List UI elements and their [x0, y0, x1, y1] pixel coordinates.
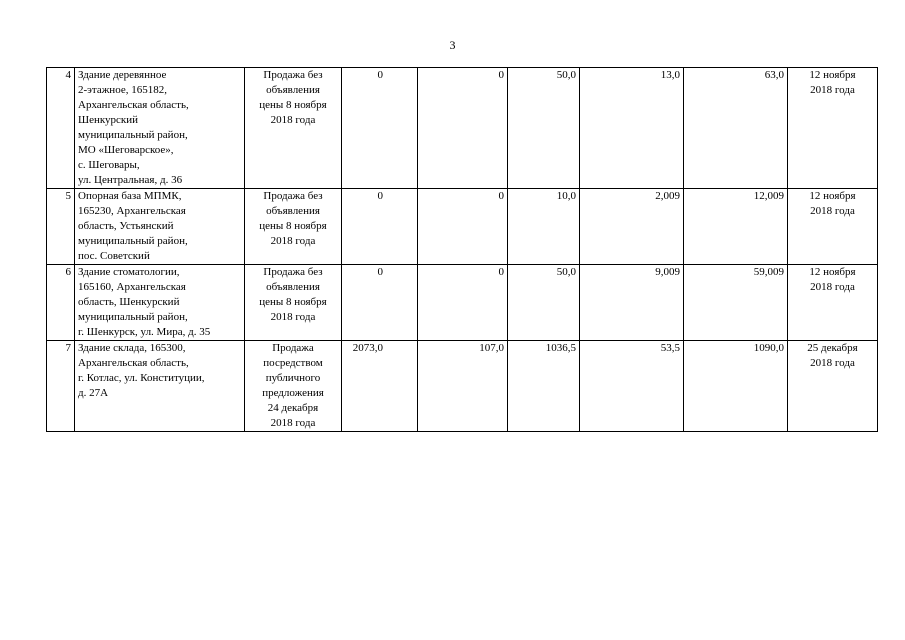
property-description: Опорная база МПМК, 165230, Архангельская область, Устьянский муниципальный район, пос. Советский: [75, 189, 245, 265]
property-description: Здание деревянное 2-этажное, 165182, Архангельская область, Шенкурский муниципальный район, МО «Шеговарское», с. Шеговары, ул. Центральная, д. 36: [75, 68, 245, 189]
table-row: [47, 265, 878, 341]
value-cell: 53,5: [580, 341, 684, 432]
value-cell: 107,0: [418, 341, 508, 432]
property-description: Здание стоматологии, 165160, Архангельская область, Шенкурский муниципальный район, г. Шенкурск, ул. Мира, д. 35: [75, 265, 245, 341]
table-row: [47, 68, 878, 189]
row-number: 5: [47, 189, 75, 265]
sale-method: Продажа без объявления цены 8 ноября 2018 года: [245, 265, 342, 341]
sale-date: 12 ноября 2018 года: [788, 68, 878, 189]
value-cell: 0: [342, 68, 418, 189]
value-cell: 2,009: [580, 189, 684, 265]
value-cell: 0: [418, 189, 508, 265]
value-cell: 1036,5: [508, 341, 580, 432]
page-number: 3: [449, 38, 456, 52]
value-cell: 0: [342, 265, 418, 341]
sale-method: Продажа посредством публичного предложения 24 декабря 2018 года: [245, 341, 342, 432]
value-cell: 59,009: [684, 265, 788, 341]
value-cell: 9,009: [580, 265, 684, 341]
value-cell: 50,0: [508, 68, 580, 189]
value-cell: 0: [418, 265, 508, 341]
sale-method: Продажа без объявления цены 8 ноября 2018 года: [245, 189, 342, 265]
row-number: 6: [47, 265, 75, 341]
property-description: Здание склада, 165300, Архангельская область, г. Котлас, ул. Конституции, д. 27А: [75, 341, 245, 432]
property-sales-table: [46, 67, 878, 432]
value-cell: 13,0: [580, 68, 684, 189]
value-cell: 0: [342, 189, 418, 265]
table-row: [47, 341, 878, 432]
row-number: 7: [47, 341, 75, 432]
sale-date: 12 ноября 2018 года: [788, 189, 878, 265]
value-cell: 50,0: [508, 265, 580, 341]
value-cell: 2073,0: [342, 341, 418, 432]
value-cell: 1090,0: [684, 341, 788, 432]
value-cell: 10,0: [508, 189, 580, 265]
sale-date: 12 ноября 2018 года: [788, 265, 878, 341]
sale-method: Продажа без объявления цены 8 ноября 2018 года: [245, 68, 342, 189]
row-number: 4: [47, 68, 75, 189]
table-row: [47, 189, 878, 265]
value-cell: 0: [418, 68, 508, 189]
sale-date: 25 декабря 2018 года: [788, 341, 878, 432]
value-cell: 12,009: [684, 189, 788, 265]
value-cell: 63,0: [684, 68, 788, 189]
